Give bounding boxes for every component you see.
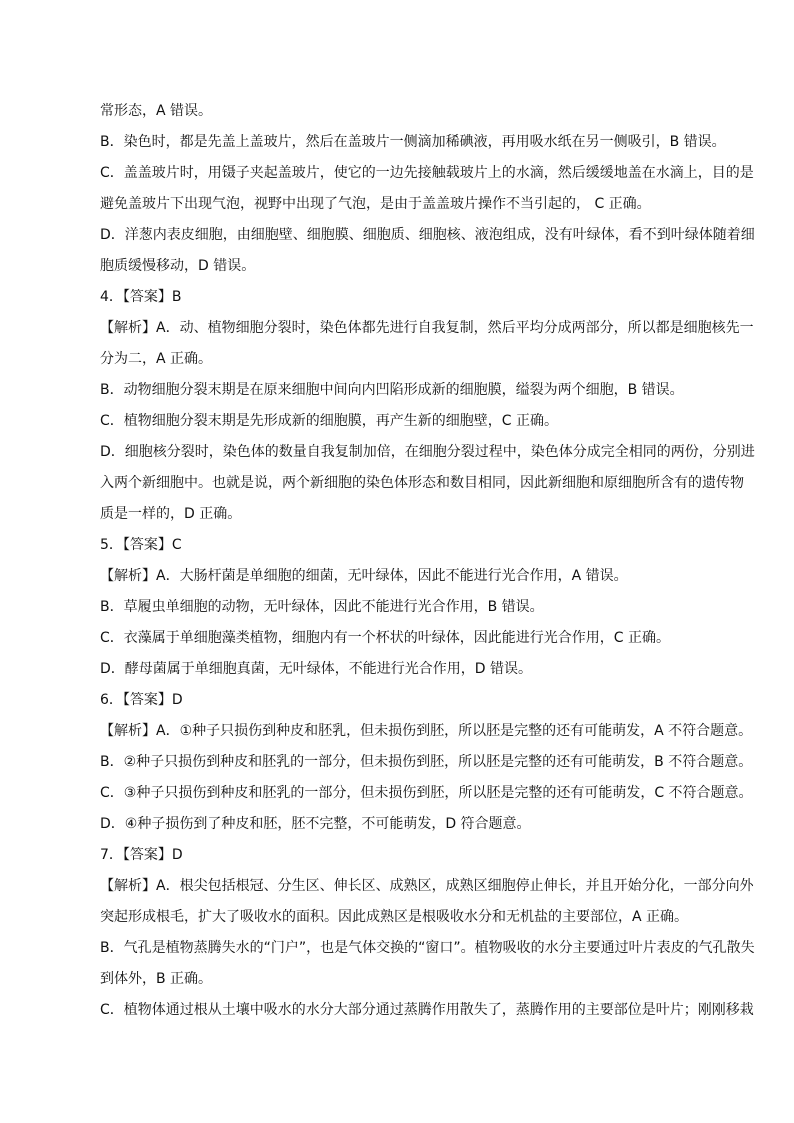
text-line: 突起形成根毛，扩大了吸收水的面积。因此成熟区是根吸收水分和无机盐的主要部位，A 正确。 [100, 909, 689, 925]
text-line: 【解析】A．动、植物细胞分裂时，染色体都先进行自我复制，然后平均分成两部分，所以都是细胞核先一 [100, 320, 754, 336]
text-line: 4．【答案】B [100, 289, 182, 305]
text-line: 分为二，A 正确。 [100, 351, 213, 367]
text-line: 质是一样的，D 正确。 [100, 506, 242, 522]
text-line: B．②种子只损伤到种皮和胚乳的一部分，但未损伤到胚，所以胚是完整的还有可能萌发，B 不符合题意。 [100, 754, 753, 770]
text-line: C．③种子只损伤到种皮和胚乳的一部分，但未损伤到胚，所以胚是完整的还有可能萌发，C 不符合题意。 [100, 785, 753, 801]
text-line: D．④种子损伤到了种皮和胚，胚不完整，不可能萌发，D 符合题意。 [100, 816, 531, 832]
text-line: B．动物细胞分裂末期是在原来细胞中间向内凹陷形成新的细胞膜，缢裂为两个细胞，B 错误。 [100, 382, 684, 398]
text-line: 7．【答案】D [100, 847, 183, 863]
text-line: 5．【答案】C [100, 537, 182, 553]
text-line: C．植物体通过根从土壤中吸水的水分大部分通过蒸腾作用散失了，蒸腾作用的主要部位是叶片；刚刚移栽 [100, 1002, 754, 1018]
answer-analysis-text [100, 96, 755, 1026]
text-line: B．气孔是植物蒸腾失水的“门户”，也是气体交换的“窗口”。植物吸收的水分主要通过叶片表皮的气孔散失 [100, 940, 755, 956]
text-line: C．盖盖玻片时，用镊子夹起盖玻片，使它的一边先接触载玻片上的水滴，然后缓缓地盖在水滴上，目的是 [100, 165, 754, 181]
text-line: 胞质缓慢移动，D 错误。 [100, 258, 256, 274]
text-line: 【解析】A．大肠杆菌是单细胞的细菌，无叶绿体，因此不能进行光合作用，A 错误。 [100, 568, 628, 584]
text-line: B．草履虫单细胞的动物，无叶绿体，因此不能进行光合作用，B 错误。 [100, 599, 544, 615]
text-line: 【解析】A．根尖包括根冠、分生区、伸长区、成熟区，成熟区细胞停止伸长，并且开始分化，一部分向外 [100, 878, 754, 894]
text-line: D．细胞核分裂时，染色体的数量自我复制加倍，在细胞分裂过程中，染色体分成完全相同的两份，分别进 [100, 444, 755, 460]
text-line: D．洋葱内表皮细胞，由细胞壁、细胞膜、细胞质、细胞核、液泡组成，没有叶绿体，看不到叶绿体随着细 [100, 227, 755, 243]
text-line: B．染色时，都是先盖上盖玻片，然后在盖玻片一侧滴加稀碘液，再用吸水纸在另一侧吸引，B 错误。 [100, 134, 726, 150]
text-line: C．衣藻属于单细胞藻类植物，细胞内有一个杯状的叶绿体，因此能进行光合作用，C 正确。 [100, 630, 670, 646]
text-line: 入两个新细胞中。也就是说，两个新细胞的染色体形态和数目相同，因此新细胞和原细胞所含有的遗传物 [100, 475, 744, 491]
text-line: C．植物细胞分裂末期是先形成新的细胞膜，再产生新的细胞壁，C 正确。 [100, 413, 558, 429]
text-line: 常形态，A 错误。 [100, 103, 213, 119]
text-line: 【解析】A．①种子只损伤到种皮和胚乳，但未损伤到胚，所以胚是完整的还有可能萌发，A 不符合题意。 [100, 723, 753, 739]
text-line: 6．【答案】D [100, 692, 183, 708]
text-line: 避免盖玻片下出现气泡，视野中出现了气泡，是由于盖盖玻片操作不当引起的， C 正确。 [100, 196, 651, 212]
text-line: D．酵母菌属于单细胞真菌，无叶绿体，不能进行光合作用，D 错误。 [100, 661, 533, 677]
text-line: 到体外，B 正确。 [100, 971, 213, 987]
